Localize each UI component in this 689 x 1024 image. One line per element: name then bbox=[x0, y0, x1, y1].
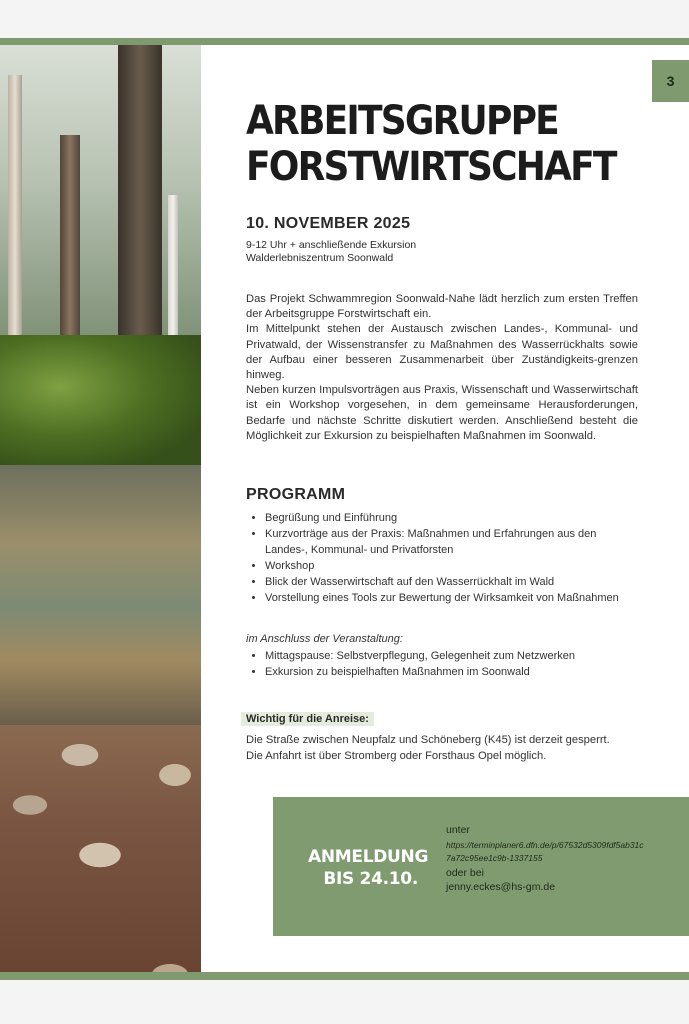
registration-title-line-1: ANMELDUNG bbox=[308, 847, 429, 867]
intro-text bbox=[246, 292, 638, 444]
program-list bbox=[246, 510, 637, 606]
page-title bbox=[246, 98, 616, 190]
program-item: • Kurzvorträge aus der Praxis: Maßnahmen und Erfahrungen aus den Landes-, Kommunal- und Privatforsten bbox=[265, 526, 637, 558]
notice-heading: Wichtig für die Anreise: bbox=[241, 712, 374, 726]
program-item: • Blick der Wasserwirtschaft auf den Wasserrückhalt im Wald bbox=[265, 574, 637, 590]
event-details bbox=[246, 239, 416, 265]
event-time: 9-12 Uhr + anschließende Exkursion bbox=[246, 239, 417, 251]
program-item: • Begrüßung und Einführung bbox=[265, 510, 637, 526]
intro-paragraph: Im Mittelpunkt stehen der Austausch zwischen Landes-, Kommunal- und Privatwald, der Wissenstransfer zu Maßnahmen des Wasserrückhalts sowie der Aufbau einer besseren Zusammenarbeit über Zuständigkeits-grenzen hinweg. bbox=[246, 323, 638, 382]
forest-stream-photo bbox=[0, 45, 201, 972]
bottom-accent-bar bbox=[0, 972, 689, 980]
registration-info bbox=[446, 823, 646, 894]
program-item: • Workshop bbox=[265, 558, 637, 574]
program-item: • Vorstellung eines Tools zur Bewertung der Wirksamkeit von Maßnahmen bbox=[265, 590, 637, 606]
event-date: 10. NOVEMBER 2025 bbox=[246, 215, 411, 232]
after-event-list bbox=[246, 648, 637, 680]
registration-link[interactable]: https://terminplaner6.dfn.de/p/67532d5309fdf5ab31c7a72c95ee1c9b-1337155 bbox=[446, 840, 644, 863]
intro-paragraph: Das Projekt Schwammregion Soonwald-Nahe lädt herzlich zum ersten Treffen der Arbeitsgruppe Forstwirtschaft ein. bbox=[246, 293, 638, 321]
registration-title-line-2: BIS 24.10. bbox=[323, 869, 418, 889]
intro-paragraph: Neben kurzen Impulsvorträgen aus Praxis, Wissenschaft und Wasserwirtschaft ist ein Workshop vorgesehen, in dem gemeinsame Herausforderungen, Bedarfe und nächste Schritte diskutiert werden. Anschließend besteht die Möglichkeit zur Exkursion zu beispielhaften Maßnahmen im Soonwald. bbox=[246, 384, 638, 442]
registration-prefix: unter bbox=[446, 824, 470, 836]
notice-text bbox=[246, 733, 646, 764]
after-event-heading: im Anschluss der Veranstaltung: bbox=[246, 633, 403, 645]
program-heading: PROGRAMM bbox=[246, 486, 346, 503]
title-line-2: FORSTWIRTSCHAFT bbox=[246, 144, 616, 190]
registration-or: oder bei bbox=[446, 867, 484, 880]
after-event-item: • Exkursion zu beispielhaften Maßnahmen im Soonwald bbox=[265, 664, 637, 680]
registration-email-link[interactable]: jenny.eckes@hs-gm.de bbox=[446, 881, 556, 894]
title-line-1: ARBEITSGRUPPE bbox=[246, 98, 558, 144]
top-accent-bar bbox=[0, 38, 689, 45]
after-event-item: • Mittagspause: Selbstverpflegung, Gelegenheit zum Netzwerken bbox=[265, 648, 637, 664]
page-number: 3 bbox=[652, 60, 689, 102]
notice-line: Die Anfahrt ist über Stromberg oder Forsthaus Opel möglich. bbox=[246, 749, 547, 762]
event-location: Walderlebniszentrum Soonwald bbox=[246, 252, 394, 264]
registration-title bbox=[308, 846, 429, 890]
notice-line: Die Straße zwischen Neupfalz und Schöneberg (K45) ist derzeit gesperrt. bbox=[246, 734, 610, 746]
